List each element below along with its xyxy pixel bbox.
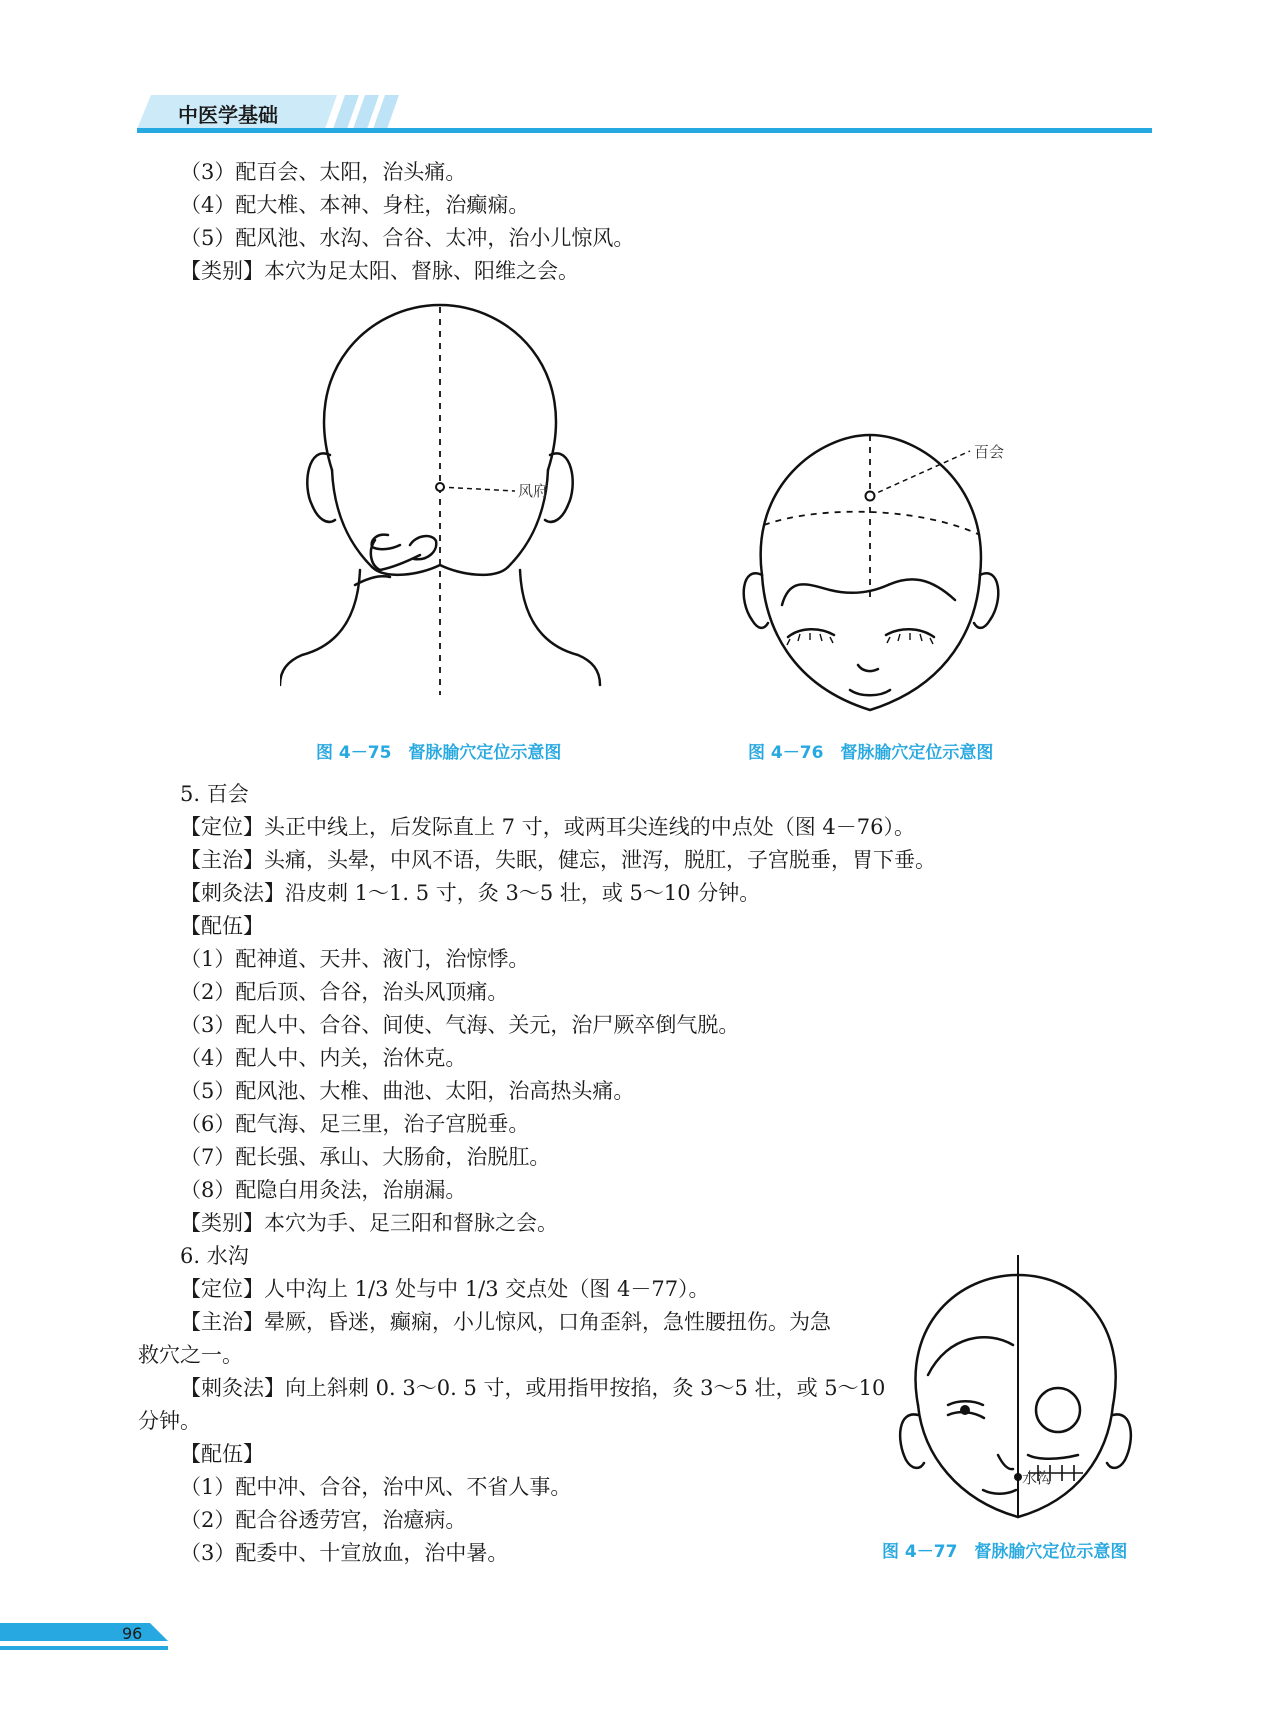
text-line: （1）配神道、天井、液门，治惊悸。 bbox=[180, 947, 530, 971]
text-line: 【定位】人中沟上 1/3 处与中 1/3 交点处（图 4－77）。 bbox=[180, 1277, 710, 1301]
label-baihui: 百会 bbox=[974, 443, 1005, 461]
section-title-baihui: 5. 百会 bbox=[180, 782, 249, 806]
text-line: 【主治】头痛，头晕，中风不语，失眠，健忘，泄泻，脱肛，子宫脱垂，胃下垂。 bbox=[180, 848, 936, 872]
text-line: 【配伍】 bbox=[180, 1442, 264, 1466]
text-line: （3）配百会、太阳，治头痛。 bbox=[180, 160, 467, 184]
text-line: 分钟。 bbox=[138, 1409, 201, 1433]
text-line: （3）配人中、合谷、间使、气海、关元，治尸厥卒倒气脱。 bbox=[180, 1013, 740, 1037]
figure-4-75-head-back bbox=[280, 295, 620, 715]
text-line: 【主治】晕厥，昏迷，癫痫，小儿惊风，口角歪斜，急性腰扭伤。为急 bbox=[180, 1310, 831, 1334]
text-line: 【定位】头正中线上，后发际直上 7 寸，或两耳尖连线的中点处（图 4－76）。 bbox=[180, 815, 915, 839]
text-line: （1）配中冲、合谷，治中风、不省人事。 bbox=[180, 1475, 572, 1499]
label-shuigou: 水沟 bbox=[1022, 1469, 1053, 1487]
text-line: （3）配委中、十宣放血，治中暑。 bbox=[180, 1541, 509, 1565]
text-line: （7）配长强、承山、大肠俞，治脱肛。 bbox=[180, 1145, 551, 1169]
figure-4-76-caption: 图 4－76 督脉腧穴定位示意图 bbox=[748, 743, 994, 763]
running-header-title: 中医学基础 bbox=[178, 103, 278, 127]
text-line: （4）配人中、内关，治休克。 bbox=[180, 1046, 467, 1070]
text-line: 【刺灸法】向上斜刺 0. 3～0. 5 寸，或用指甲按掐，灸 3～5 壮，或 5～10 bbox=[180, 1376, 886, 1400]
text-line: 救穴之一。 bbox=[138, 1343, 243, 1367]
text-line: （6）配气海、足三里，治子宫脱垂。 bbox=[180, 1112, 530, 1136]
header-rule bbox=[137, 128, 1152, 133]
text-line: 【类别】本穴为手、足三阳和督脉之会。 bbox=[180, 1211, 558, 1235]
label-fengfu: 风府 bbox=[518, 482, 549, 500]
text-line: （4）配大椎、本神、身柱，治癫痫。 bbox=[180, 193, 530, 217]
text-line: （8）配隐白用灸法，治崩漏。 bbox=[180, 1178, 467, 1202]
figure-4-75-caption: 图 4－75 督脉腧穴定位示意图 bbox=[316, 743, 562, 763]
text-line: （2）配合谷透劳宫，治癔病。 bbox=[180, 1508, 467, 1532]
text-line: （5）配风池、水沟、合谷、太冲，治小儿惊风。 bbox=[180, 226, 635, 250]
page-number: 96 bbox=[122, 1624, 143, 1643]
text-line: 【类别】本穴为足太阳、督脉、阳维之会。 bbox=[180, 259, 579, 283]
figure-4-77-caption: 图 4－77 督脉腧穴定位示意图 bbox=[882, 1542, 1128, 1562]
footer-band bbox=[0, 1619, 170, 1653]
figure-4-76-head-top bbox=[730, 425, 1030, 720]
section-title-shuigou: 6. 水沟 bbox=[180, 1244, 249, 1268]
text-line: 【配伍】 bbox=[180, 914, 264, 938]
text-line: （2）配后顶、合谷，治头风顶痛。 bbox=[180, 980, 509, 1004]
text-line: （5）配风池、大椎、曲池、太阳，治高热头痛。 bbox=[180, 1079, 635, 1103]
figure-4-77-face-skull bbox=[888, 1255, 1138, 1520]
text-line: 【刺灸法】沿皮刺 1～1. 5 寸，灸 3～5 壮，或 5～10 分钟。 bbox=[180, 881, 761, 905]
